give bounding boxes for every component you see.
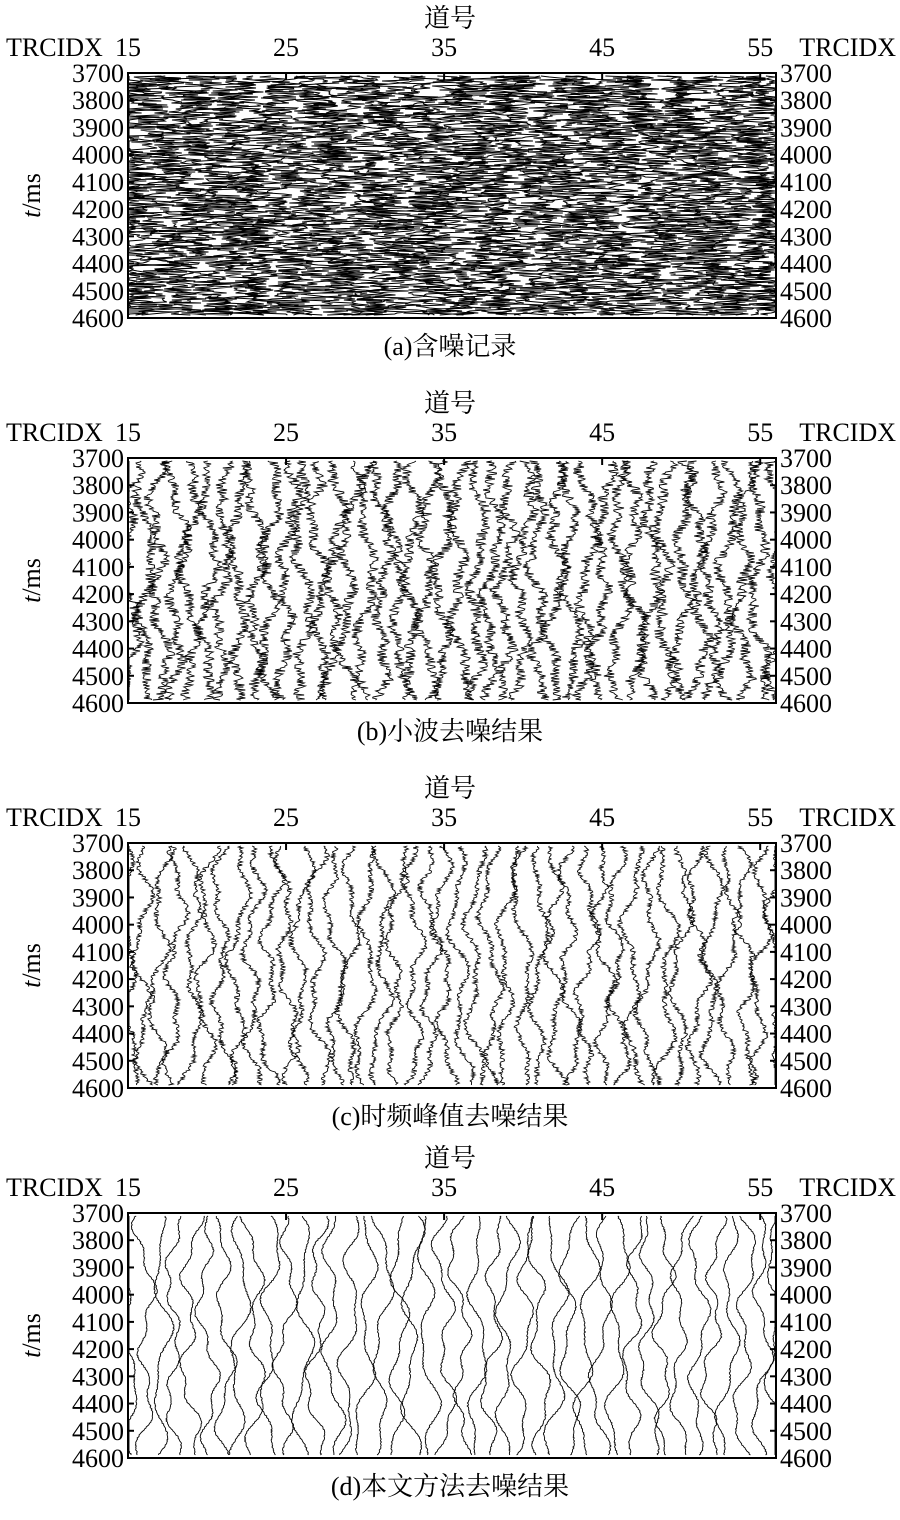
trace-line [573, 846, 601, 1085]
y-tick-label-left: 4500 [72, 1416, 124, 1446]
x-tick-label: 55 [747, 803, 774, 832]
trace-line [621, 461, 650, 700]
panel-b [0, 385, 900, 765]
panel-a [0, 0, 900, 380]
trace-line [194, 461, 223, 700]
panel-caption: (d)本文方法去噪结果 [330, 1472, 570, 1501]
trace-group [129, 461, 775, 700]
y-tick-label-right: 4100 [780, 937, 832, 967]
trace-line [131, 1216, 157, 1455]
y-tick-label-right: 3700 [780, 59, 832, 88]
axis-label-right: TRCIDX [799, 33, 896, 62]
y-tick-label-right: 4500 [780, 1416, 832, 1446]
y-tick-label-left: 4300 [72, 222, 124, 252]
trace-line [700, 1216, 727, 1455]
y-tick-label-left: 4300 [72, 992, 124, 1022]
y-tick-label-left: 4400 [72, 634, 124, 664]
trace-line [687, 1216, 711, 1455]
y-tick-label-right: 3700 [780, 1199, 832, 1228]
trace-line [495, 1216, 521, 1455]
trace-line [448, 1216, 473, 1455]
trace-line [633, 846, 661, 1085]
y-tick-label-left: 3900 [72, 1253, 124, 1283]
y-tick-label-right: 3900 [780, 883, 832, 913]
trace-line [604, 461, 635, 700]
y-tick-label-right: 4000 [780, 140, 832, 170]
y-tick-label-left: 4500 [72, 661, 124, 691]
y-tick-label-right: 4600 [780, 304, 832, 333]
trace-line [257, 846, 286, 1085]
y-tick-label-right: 4000 [780, 525, 832, 555]
trace-line [650, 461, 683, 700]
panel-caption: (c)时频峰值去噪结果 [331, 1102, 569, 1131]
trace-line [194, 846, 221, 1085]
trace-line [291, 1216, 315, 1455]
y-tick-label-left: 3900 [72, 498, 124, 528]
trace-line [274, 846, 301, 1085]
y-axis-label: t/ms [17, 1313, 46, 1358]
y-tick-label-right: 4300 [780, 1362, 832, 1392]
trace-line [446, 846, 476, 1085]
y-tick-label-left: 4500 [72, 1046, 124, 1076]
trace-line [337, 1216, 360, 1455]
trace-line [195, 1216, 221, 1455]
y-tick-label-left: 4300 [72, 607, 124, 637]
y-tick-label-left: 4000 [72, 1280, 124, 1310]
y-tick-label-left: 4400 [72, 1389, 124, 1419]
y-tick-label-left: 4600 [72, 689, 124, 718]
seismic-chart-a [0, 0, 900, 340]
seismic-chart-b [0, 385, 900, 725]
y-tick-label-right: 4000 [780, 910, 832, 940]
x-tick-label: 55 [747, 1173, 774, 1202]
axis-label-left: TRCIDX [6, 418, 103, 447]
trace-line [605, 846, 631, 1085]
y-tick-label-right: 4600 [780, 1074, 832, 1103]
trace-line [400, 846, 427, 1085]
y-tick-label-right: 4200 [780, 580, 832, 610]
y-tick-label-left: 3700 [72, 1199, 124, 1228]
trace-line [355, 1216, 378, 1455]
x-tick-label: 35 [431, 803, 458, 832]
axis-label-right: TRCIDX [799, 1173, 896, 1202]
y-tick-label-right: 3800 [780, 471, 832, 501]
y-tick-label-left: 4000 [72, 910, 124, 940]
trace-line [764, 1216, 775, 1455]
trace-line [161, 846, 190, 1085]
y-tick-label-right: 4400 [780, 1019, 832, 1049]
trace-line [558, 461, 585, 700]
axis-label-right: TRCIDX [799, 418, 896, 447]
trace-line [179, 1216, 204, 1455]
seismic-chart-c [0, 770, 900, 1110]
trace-line [321, 1216, 346, 1455]
x-tick-label: 15 [115, 418, 141, 447]
y-tick-label-right: 4600 [780, 689, 832, 718]
trace-line [685, 846, 712, 1085]
trace-line [652, 1216, 677, 1455]
x-tick-label: 45 [589, 1173, 616, 1202]
y-axis-label: t/ms [17, 943, 46, 988]
y-tick-label-left: 4200 [72, 1335, 124, 1365]
trace-group [129, 76, 775, 315]
panel-c [0, 770, 900, 1150]
y-tick-label-right: 4500 [780, 661, 832, 691]
y-tick-label-right: 4200 [780, 965, 832, 995]
y-tick-label-left: 4400 [72, 1019, 124, 1049]
trace-line [429, 461, 454, 700]
x-tick-label: 25 [273, 1173, 300, 1202]
y-tick-label-left: 3900 [72, 883, 124, 913]
trace-line [288, 846, 316, 1085]
y-tick-label-right: 3800 [780, 856, 832, 886]
y-tick-label-left: 3900 [72, 113, 124, 143]
trace-line [508, 461, 539, 700]
trace-line [511, 846, 534, 1085]
trace-line [461, 846, 488, 1085]
x-tick-label: 45 [589, 418, 616, 447]
trace-line [748, 846, 772, 1085]
trace-line [174, 461, 204, 700]
panel-d [0, 1140, 900, 1520]
y-tick-label-right: 4100 [780, 167, 832, 197]
top-axis-title: 道号 [423, 4, 476, 33]
trace-line [229, 1216, 251, 1455]
top-axis-title: 道号 [423, 774, 476, 803]
x-tick-label: 15 [115, 1173, 141, 1202]
y-tick-label-right: 3700 [780, 444, 832, 473]
y-tick-label-left: 3800 [72, 86, 124, 116]
y-tick-label-right: 3800 [780, 1226, 832, 1256]
panel-caption: (b)小波去噪结果 [356, 717, 544, 746]
trace-line [714, 1216, 740, 1455]
y-tick-label-right: 4300 [780, 992, 832, 1022]
trace-line [528, 1216, 551, 1455]
y-tick-label-left: 4100 [72, 937, 124, 967]
trace-line [417, 846, 443, 1085]
y-tick-label-right: 3900 [780, 113, 832, 143]
top-axis-title: 道号 [423, 1144, 476, 1173]
trace-line [494, 846, 520, 1085]
y-tick-label-left: 4100 [72, 552, 124, 582]
y-tick-label-right: 4300 [780, 222, 832, 252]
y-tick-label-right: 4400 [780, 1389, 832, 1419]
trace-line [396, 461, 424, 700]
y-tick-label-left: 4100 [72, 167, 124, 197]
trace-line [639, 1216, 660, 1455]
trace-line [224, 846, 253, 1085]
y-tick-label-right: 4000 [780, 1280, 832, 1310]
trace-line [467, 1216, 487, 1455]
seismic-chart-d [0, 1140, 900, 1480]
trace-line [129, 1216, 137, 1455]
axis-label-left: TRCIDX [6, 1173, 103, 1202]
y-tick-label-left: 4600 [72, 1444, 124, 1473]
axis-label-right: TRCIDX [799, 803, 896, 832]
trace-line [729, 461, 759, 700]
y-tick-label-right: 4500 [780, 1046, 832, 1076]
trace-line [465, 461, 491, 700]
x-tick-label: 35 [431, 418, 458, 447]
y-axis-label: t/ms [17, 558, 46, 603]
y-tick-label-right: 3700 [780, 829, 832, 858]
y-tick-label-left: 4300 [72, 1362, 124, 1392]
y-tick-label-left: 4200 [72, 580, 124, 610]
trace-line [208, 461, 236, 700]
y-tick-label-right: 4100 [780, 1307, 832, 1337]
y-tick-label-left: 4200 [72, 195, 124, 225]
trace-line [733, 1216, 756, 1455]
trace-line [162, 461, 191, 700]
trace-line [751, 1216, 774, 1455]
trace-line [542, 846, 569, 1085]
trace-line [413, 461, 444, 700]
trace-group [129, 846, 775, 1085]
trace-line [618, 846, 645, 1085]
y-tick-label-left: 3800 [72, 856, 124, 886]
trace-line [389, 1216, 410, 1455]
axis-label-left: TRCIDX [6, 803, 103, 832]
trace-group [129, 1216, 775, 1455]
trace-line [511, 1216, 534, 1455]
x-tick-label: 35 [431, 1173, 458, 1202]
y-tick-label-left: 4600 [72, 1074, 124, 1103]
y-tick-label-right: 4600 [780, 1444, 832, 1473]
y-tick-label-right: 3800 [780, 86, 832, 116]
x-tick-label: 55 [747, 418, 774, 447]
y-tick-label-right: 4400 [780, 249, 832, 279]
x-tick-label: 15 [115, 33, 141, 62]
trace-line [573, 1216, 601, 1455]
trace-line [670, 1216, 694, 1455]
trace-line [698, 846, 725, 1085]
trace-line [256, 1216, 280, 1455]
trace-line [763, 846, 775, 1085]
x-tick-label: 55 [747, 33, 774, 62]
x-tick-label: 15 [115, 803, 141, 832]
y-tick-label-left: 3700 [72, 829, 124, 858]
y-tick-label-left: 4000 [72, 140, 124, 170]
y-tick-label-left: 3800 [72, 471, 124, 501]
y-tick-label-right: 4200 [780, 1335, 832, 1365]
y-tick-label-right: 4200 [780, 195, 832, 225]
axis-label-left: TRCIDX [6, 33, 103, 62]
trace-line [240, 1216, 266, 1455]
trace-line [604, 1216, 630, 1455]
y-tick-label-right: 4500 [780, 276, 832, 306]
y-tick-label-right: 3900 [780, 1253, 832, 1283]
x-tick-label: 45 [589, 33, 616, 62]
trace-line [444, 461, 473, 700]
x-tick-label: 45 [589, 803, 616, 832]
y-tick-label-left: 4200 [72, 965, 124, 995]
y-tick-label-left: 4500 [72, 276, 124, 306]
y-tick-label-left: 3800 [72, 1226, 124, 1256]
trace-line [523, 461, 550, 700]
trace-line [417, 1216, 441, 1455]
y-tick-label-left: 3700 [72, 59, 124, 88]
y-tick-label-right: 4300 [780, 607, 832, 637]
trace-line [429, 846, 459, 1085]
trace-line [256, 461, 284, 700]
y-tick-label-left: 4600 [72, 304, 124, 333]
trace-line [165, 1216, 181, 1455]
trace-line [557, 846, 582, 1085]
y-tick-label-left: 4400 [72, 249, 124, 279]
x-tick-label: 25 [273, 803, 300, 832]
y-axis-label: t/ms [17, 173, 46, 218]
y-tick-label-right: 4100 [780, 552, 832, 582]
trace-line [305, 1216, 329, 1455]
top-axis-title: 道号 [423, 389, 476, 418]
trace-line [272, 1216, 298, 1455]
y-tick-label-right: 4400 [780, 634, 832, 664]
y-tick-label-right: 3900 [780, 498, 832, 528]
panel-caption: (a)含噪记录 [383, 332, 517, 361]
trace-line [384, 846, 410, 1085]
x-tick-label: 35 [431, 33, 458, 62]
trace-line [371, 1216, 395, 1455]
y-tick-label-left: 4100 [72, 1307, 124, 1337]
trace-line [623, 1216, 643, 1455]
y-tick-label-left: 4000 [72, 525, 124, 555]
x-tick-label: 25 [273, 33, 300, 62]
x-tick-label: 25 [273, 418, 300, 447]
trace-line [543, 1216, 569, 1455]
trace-line [760, 461, 775, 700]
trace-line [335, 846, 361, 1085]
trace-line [747, 461, 772, 700]
y-tick-label-left: 3700 [72, 444, 124, 473]
